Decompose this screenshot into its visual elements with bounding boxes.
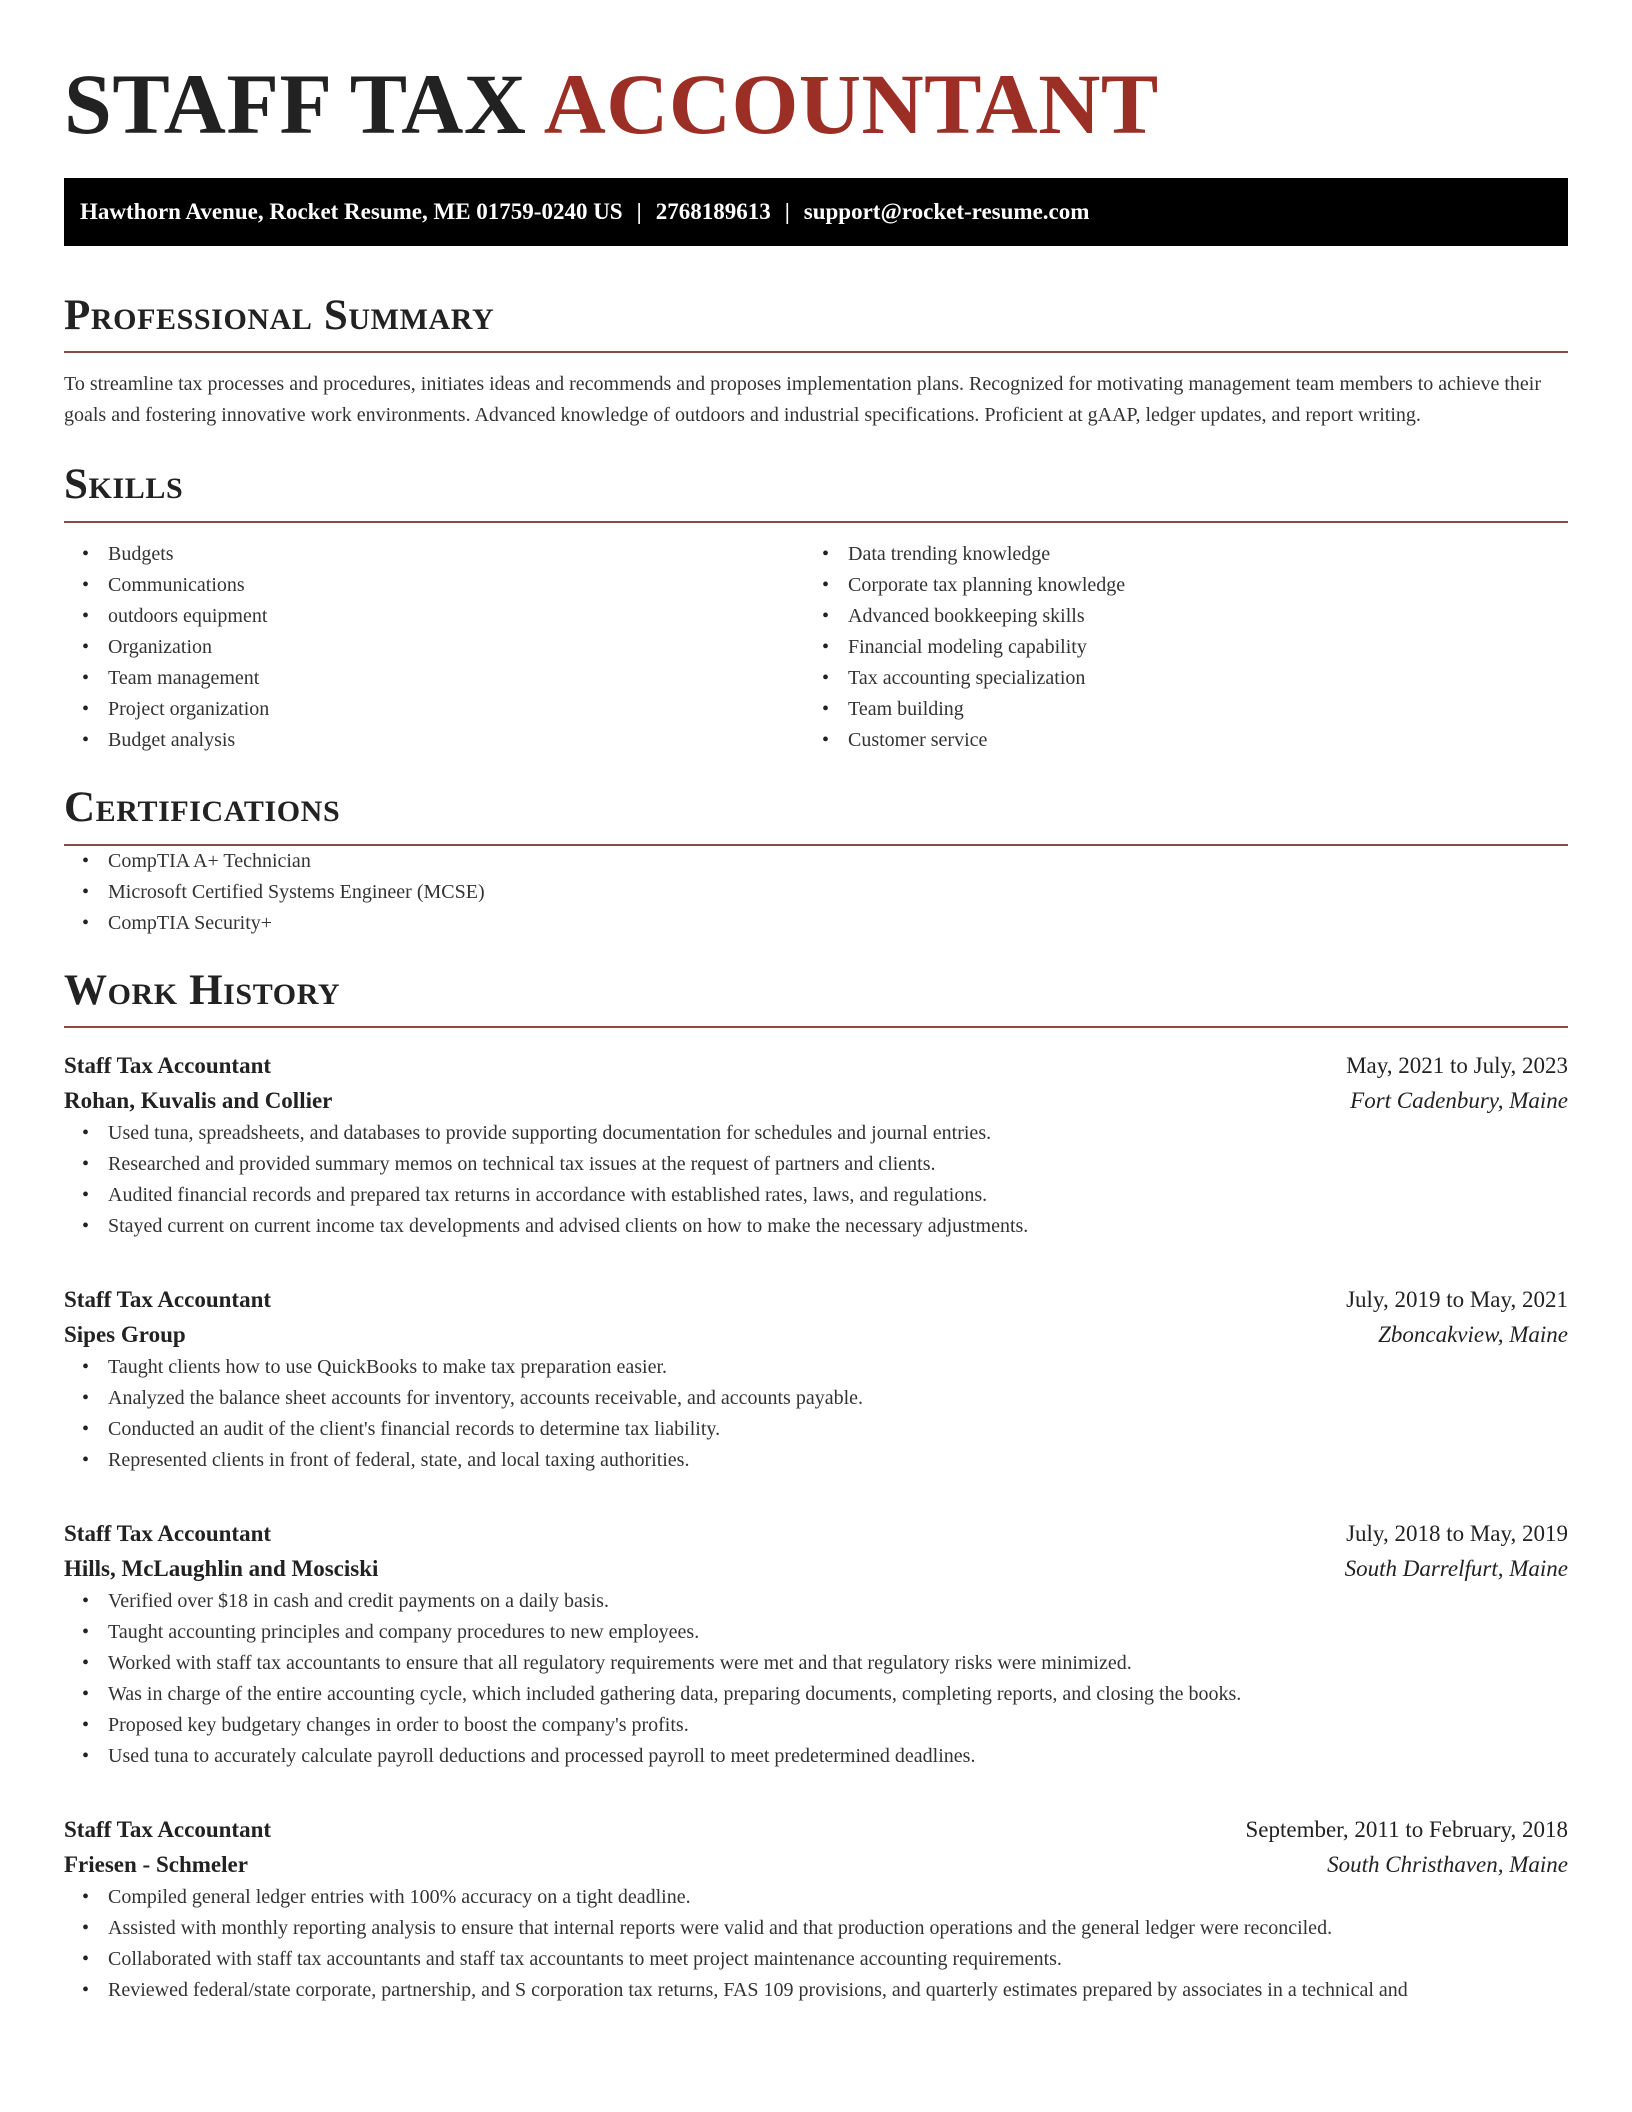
job-dates: September, 2011 to February, 2018	[1245, 1817, 1568, 1843]
skill-item: • Tax accounting specialization	[804, 663, 1544, 694]
skill-item: • Corporate tax planning knowledge	[804, 570, 1544, 601]
job-bullet: • Taught accounting principles and company procedures to new employees.	[64, 1617, 1568, 1648]
certifications-section	[64, 782, 1568, 939]
job-bullet: • Used tuna, spreadsheets, and databases to provide supporting documentation for schedules and journal entries.	[64, 1118, 1568, 1149]
job-bullet: • Stayed current on current income tax developments and advised clients on how to make the necessary adjustments.	[64, 1211, 1568, 1242]
skill-item: • Customer service	[804, 725, 1544, 756]
skills-grid	[64, 539, 1568, 756]
skills-heading: Skills	[64, 459, 1568, 523]
job-header-row	[64, 1282, 1568, 1317]
skill-item: • outdoors equipment	[64, 601, 804, 632]
certification-item: • CompTIA A+ Technician	[64, 846, 1568, 877]
job-title: Staff Tax Accountant	[64, 1053, 272, 1079]
job-bullet: • Collaborated with staff tax accountants and staff tax accountants to meet project maintenance accounting requirements.	[64, 1944, 1568, 1975]
contact-separator: |	[636, 198, 642, 224]
job-bullet: • Verified over $18 in cash and credit payments on a daily basis.	[64, 1586, 1568, 1617]
job-company: Sipes Group	[64, 1322, 186, 1348]
summary-text: To streamline tax processes and procedures, initiates ideas and recommends and proposes implementation plans. Recognized for motivating management team members to achieve their goals and fostering innovative work environments. Advanced knowledge of outdoors and industrial specifications. Proficient at gAAP, ledger updates, and report writing.	[64, 373, 1542, 427]
job-location: Zboncakview, Maine	[1378, 1322, 1568, 1348]
job-bullet: • Represented clients in front of federal, state, and local taxing authorities.	[64, 1445, 1568, 1476]
skill-item: • Team building	[804, 694, 1544, 725]
jobs-list	[64, 1048, 1568, 2006]
job-bullet-list	[64, 1586, 1568, 1772]
job-company: Hills, McLaughlin and Mosciski	[64, 1556, 379, 1582]
resume-name	[64, 0, 1568, 154]
certifications-list	[64, 846, 1568, 939]
job-entry	[64, 1282, 1568, 1476]
contact-address: Hawthorn Avenue, Rocket Resume, ME 01759-0240 US	[80, 198, 623, 224]
summary-heading: Professional Summary	[64, 290, 1568, 354]
contact-email: support@rocket-resume.com	[803, 198, 1090, 224]
job-title: Staff Tax Accountant	[64, 1817, 272, 1843]
summary-section	[64, 290, 1568, 432]
certification-item: • CompTIA Security+	[64, 908, 1568, 939]
job-bullet: • Proposed key budgetary changes in order to boost the company's profits.	[64, 1710, 1568, 1741]
skill-item: • Advanced bookkeeping skills	[804, 601, 1544, 632]
job-header-row	[64, 1048, 1568, 1083]
job-location: Fort Cadenbury, Maine	[1350, 1088, 1568, 1114]
contact-bar	[64, 178, 1568, 246]
certification-item: • Microsoft Certified Systems Engineer (MCSE)	[64, 877, 1568, 908]
work-history-section	[64, 965, 1568, 2007]
job-bullet: • Taught clients how to use QuickBooks to make tax preparation easier.	[64, 1352, 1568, 1383]
job-company-row	[64, 1551, 1568, 1586]
skill-item: • Organization	[64, 632, 804, 663]
job-bullet: • Analyzed the balance sheet accounts for inventory, accounts receivable, and accounts payable.	[64, 1383, 1568, 1414]
job-bullet: • Audited financial records and prepared tax returns in accordance with established rates, laws, and regulations.	[64, 1180, 1568, 1211]
job-bullet-list	[64, 1118, 1568, 1242]
job-bullet: • Was in charge of the entire accounting cycle, which included gathering data, preparing documents, completing reports, and closing the books.	[64, 1679, 1568, 1710]
job-title: Staff Tax Accountant	[64, 1521, 272, 1547]
skill-item: • Communications	[64, 570, 804, 601]
skill-item: • Budget analysis	[64, 725, 804, 756]
job-bullet: • Used tuna to accurately calculate payroll deductions and processed payroll to meet predetermined deadlines.	[64, 1741, 1568, 1772]
work-history-heading: Work History	[64, 965, 1568, 1029]
job-bullet: • Researched and provided summary memos on technical tax issues at the request of partners and clients.	[64, 1149, 1568, 1180]
skill-item: • Project organization	[64, 694, 804, 725]
job-header-row	[64, 1812, 1568, 1847]
skill-item: • Financial modeling capability	[804, 632, 1544, 663]
skills-list-right	[804, 539, 1544, 756]
job-location: South Darrelfurt, Maine	[1344, 1556, 1568, 1582]
skills-section	[64, 459, 1568, 756]
job-company-row	[64, 1317, 1568, 1352]
name-first: STAFF TAX	[64, 56, 527, 152]
skill-item: • Team management	[64, 663, 804, 694]
job-bullet: • Worked with staff tax accountants to ensure that all regulatory requirements were met and that regulatory risks were minimized.	[64, 1648, 1568, 1679]
job-entry	[64, 1516, 1568, 1772]
skill-item: • Budgets	[64, 539, 804, 570]
certifications-heading: Certifications	[64, 782, 1568, 846]
job-dates: May, 2021 to July, 2023	[1346, 1053, 1568, 1079]
job-company: Rohan, Kuvalis and Collier	[64, 1088, 333, 1114]
job-bullet: • Compiled general ledger entries with 100% accuracy on a tight deadline.	[64, 1882, 1568, 1913]
job-entry	[64, 1812, 1568, 2006]
job-dates: July, 2019 to May, 2021	[1346, 1287, 1568, 1313]
job-bullet-list	[64, 1882, 1568, 2006]
job-dates: July, 2018 to May, 2019	[1346, 1521, 1568, 1547]
skills-list-left	[64, 539, 804, 756]
name-last: ACCOUNTANT	[543, 56, 1159, 152]
contact-phone: 2768189613	[655, 198, 771, 224]
contact-separator: |	[784, 198, 790, 224]
job-bullet: • Conducted an audit of the client's financial records to determine tax liability.	[64, 1414, 1568, 1445]
job-header-row	[64, 1516, 1568, 1551]
job-bullet: • Reviewed federal/state corporate, partnership, and S corporation tax returns, FAS 109 provisions, and quarterly estimates prepared by associates in a technical and	[64, 1975, 1568, 2006]
job-company-row	[64, 1083, 1568, 1118]
job-bullet: • Assisted with monthly reporting analysis to ensure that internal reports were valid and that production operations and the general ledger were reconciled.	[64, 1913, 1568, 1944]
job-bullet-list	[64, 1352, 1568, 1476]
job-location: South Christhaven, Maine	[1327, 1852, 1568, 1878]
job-company: Friesen - Schmeler	[64, 1852, 248, 1878]
skill-item: • Data trending knowledge	[804, 539, 1544, 570]
job-title: Staff Tax Accountant	[64, 1287, 272, 1313]
job-entry	[64, 1048, 1568, 1242]
job-company-row	[64, 1847, 1568, 1882]
